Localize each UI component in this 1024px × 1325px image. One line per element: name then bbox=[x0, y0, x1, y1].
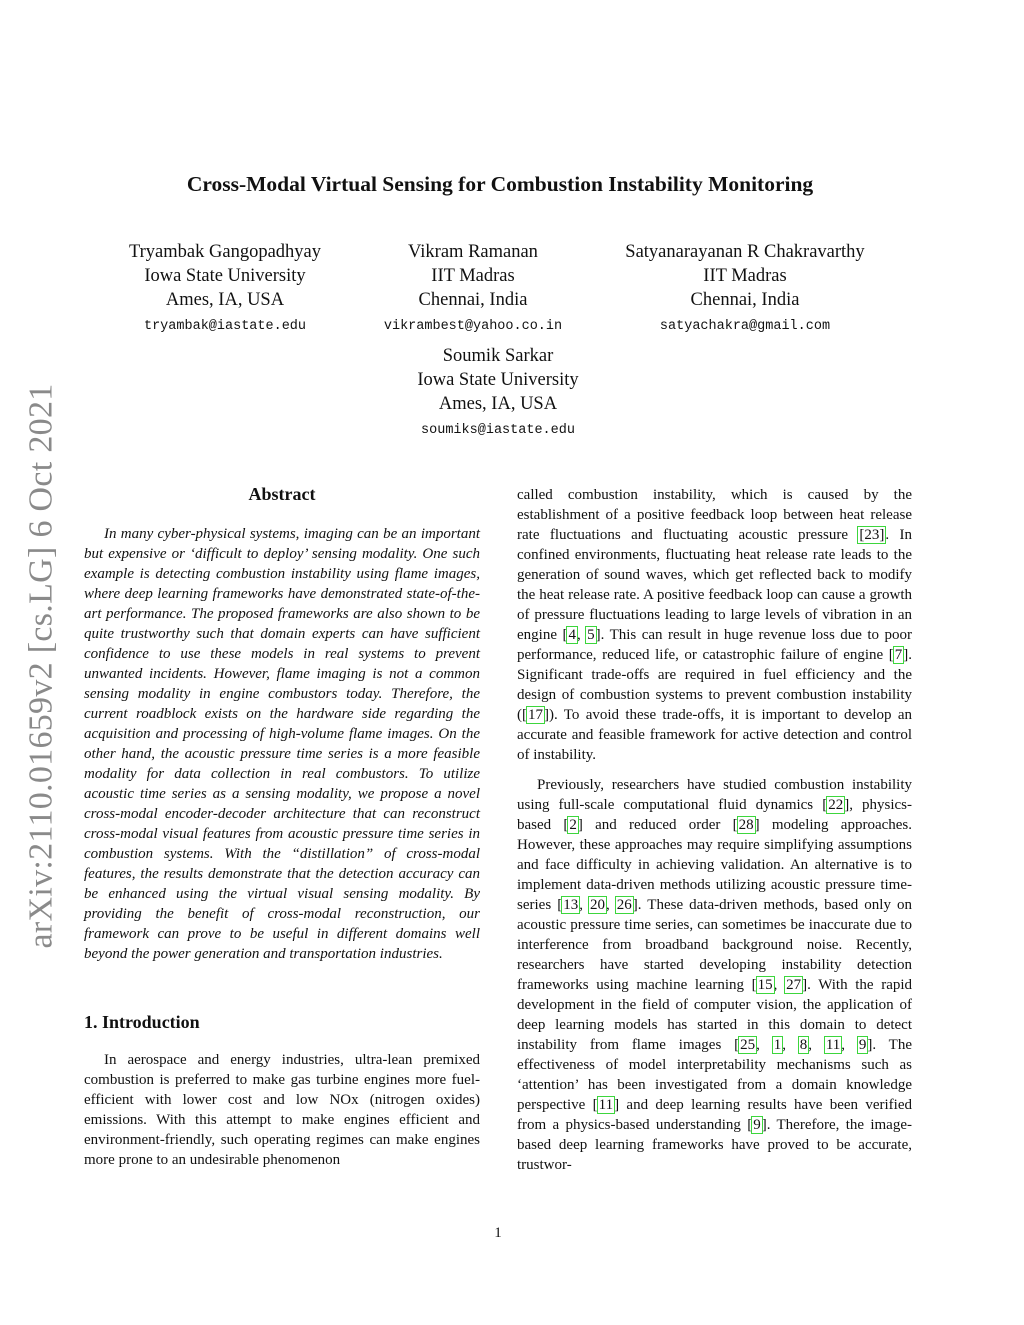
author-name: Vikram Ramanan bbox=[408, 242, 538, 262]
citation-link[interactable]: 11 bbox=[598, 1097, 614, 1113]
author-block bbox=[605, 240, 885, 336]
citation-link[interactable]: 7 bbox=[894, 647, 903, 663]
author-affiliation: IIT Madras bbox=[431, 266, 515, 286]
citation-link[interactable]: 13 bbox=[563, 897, 579, 913]
author-name: Satyanarayanan R Chakravarthy bbox=[625, 242, 865, 262]
author-block bbox=[383, 344, 613, 440]
abstract-text: In many cyber-physical systems, imaging can be an important but expensive or ‘difficult to deploy’ sensing modality. One such example is detecting combustion instability using flame images, where deep learning frameworks have demonstrated state-of-the-art performance. The proposed frameworks are also shown to be quite trustworthy such that domain experts can have sufficient confidence to use these models in real systems to prevent unwanted incidents. However, flame imaging is not a common sensing modality in engine combustors today. Therefore, the current roadblock exists on the hardware side regarding the acquisition and processing of high-volume flame images. On the other hand, the acoustic pressure time series is a more feasible modality for data collection in real combustors. To utilize acoustic time series as a sensing modality, we propose a novel cross-modal encoder-decoder architecture that can reconstruct cross-modal visual features from acoustic pressure time series in combustion systems. With the “distillation” of cross-modal features, the results demonstrate that the detection accuracy can be enhanced using the virtual visual sensing modality. By providing the benefit of cross-modal reconstruction, our framework can prove to be useful in different domains well beyond the power generation and transportation industries. bbox=[84, 526, 480, 962]
left-column bbox=[84, 484, 480, 1170]
introduction-paragraph: In aerospace and energy industries, ultra-lean premixed combustion is preferred to make gas turbine engines more fuel-efficient with lower cost and low NOx (nitrogen oxides) emissions. With this attempt to make engines efficient and environment-friendly, such operating regimes can make engines more prone to an undesirable phenomenon bbox=[84, 1052, 480, 1168]
citation-link[interactable]: 25 bbox=[740, 1037, 756, 1053]
body-paragraph: called combustion instability, which is caused by the establishment of a positive feedback loop between heat release rate fluctuations and fluctuating acoustic pressure [23]. In confined environments, fluctuating heat release rate leads to the generation of sound waves, which get reflected back to modify the heat release rate. A positive feedback loop can cause a growth of pressure fluctuations leading to large levels of vibration in an engine [4, 5]. This can result in huge revenue loss due to poor performance, reduced life, or catastrophic failure of engine [7]. Significant trade-offs are required in fuel efficiency and the design of combustion systems to prevent combustion instability ([17]). To avoid these trade-offs, it is important to develop an accurate and feasible framework for active detection and control of instability. bbox=[517, 487, 913, 763]
page-number: 1 bbox=[494, 1225, 502, 1241]
author-name: Soumik Sarkar bbox=[442, 346, 554, 366]
citation-link[interactable]: 1 bbox=[773, 1037, 782, 1053]
author-name: Tryambak Gangopadhyay bbox=[129, 242, 321, 262]
author-location: Ames, IA, USA bbox=[165, 290, 285, 310]
citation-link[interactable]: 27 bbox=[786, 977, 802, 993]
citation-link[interactable]: 11 bbox=[825, 1037, 841, 1053]
citation-link[interactable]: 28 bbox=[738, 817, 754, 833]
citation-link[interactable]: 9 bbox=[858, 1037, 867, 1053]
citation-link[interactable]: 15 bbox=[757, 977, 773, 993]
abstract-heading: Abstract bbox=[248, 484, 316, 504]
section-heading-introduction: 1. Introduction bbox=[84, 1012, 200, 1032]
author-affiliation: Iowa State University bbox=[417, 370, 579, 390]
citation-link[interactable]: 8 bbox=[799, 1037, 808, 1053]
author-affiliation: IIT Madras bbox=[703, 266, 787, 286]
author-block bbox=[110, 240, 340, 336]
author-email: soumiks@iastate.edu bbox=[421, 423, 575, 438]
citation-link[interactable]: 20 bbox=[589, 897, 605, 913]
citation-link[interactable]: [23] bbox=[859, 527, 885, 543]
arxiv-identifier-stamp bbox=[12, 372, 72, 960]
citation-link[interactable]: 26 bbox=[616, 897, 632, 913]
author-location: Chennai, India bbox=[690, 290, 800, 310]
author-location: Ames, IA, USA bbox=[438, 394, 558, 414]
citation-link[interactable]: 5 bbox=[587, 627, 595, 643]
body-paragraph: Previously, researchers have studied combustion instability using full-scale computational fluid dynamics [22], physics-based [2] and reduced order [28] modeling approaches. However, these approaches may require simplifying assumptions and face difficulty in achieving validation. An alternative is to implement data-driven methods utilizing acoustic pressure time-series [13, 20, 26]. These data-driven methods, based only on acoustic pressure time series, can sometimes be inaccurate due to interference from broadband background noise. Recently, researchers have started developing instability detection frameworks using machine learning [15, 27]. With the rapid development in the field of computer vision, the application of deep learning models has started in this domain to detect instability from flame images [25, 1, 8, 11, 9]. The effectiveness of model interpretability mechanisms such as ‘attention’ has been investigated from a domain knowledge perspective [11] and deep learning results have been verified from a physics-based understanding [9]. Therefore, the image-based deep learning frameworks have proved to be accurate, trustwor- bbox=[517, 777, 913, 1173]
author-email: vikrambest@yahoo.co.in bbox=[383, 319, 563, 334]
citation-link[interactable]: 2 bbox=[569, 817, 577, 833]
author-email: satyachakra@gmail.com bbox=[659, 319, 831, 334]
citation-link[interactable]: 22 bbox=[828, 797, 844, 813]
author-location: Chennai, India bbox=[418, 290, 528, 310]
author-email: tryambak@iastate.edu bbox=[143, 319, 307, 334]
citation-link[interactable]: 4 bbox=[568, 627, 576, 643]
citation-link[interactable]: 9 bbox=[753, 1117, 761, 1133]
paper-title: Cross-Modal Virtual Sensing for Combustion Instability Monitoring bbox=[186, 172, 814, 196]
arxiv-identifier-text: arXiv:2110.01659v2 [cs.LG] 6 Oct 2021 bbox=[23, 383, 61, 949]
citation-link[interactable]: 17 bbox=[528, 707, 543, 723]
author-block bbox=[363, 240, 583, 336]
right-column bbox=[517, 485, 912, 1175]
author-affiliation: Iowa State University bbox=[144, 266, 306, 286]
